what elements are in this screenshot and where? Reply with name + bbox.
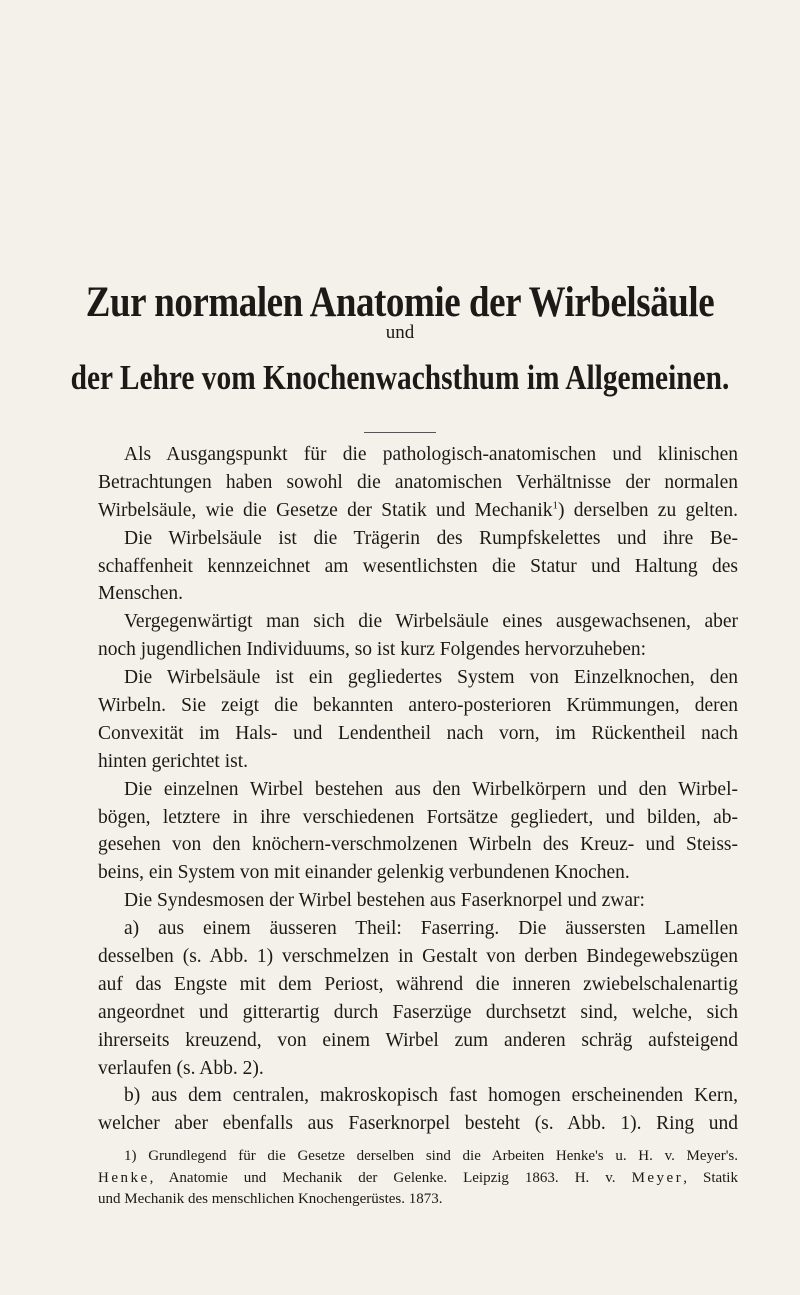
text-line: Die einzelnen Wirbel bestehen aus den Wirbelkörpern und den Wirbel-: [124, 778, 738, 800]
text-line: ihrerseits kreuzend, von einem Wirbel zum anderen schräg aufsteigend: [98, 1029, 738, 1051]
text-line: noch jugendlichen Individuums, so ist kurz Folgendes hervorzuheben:: [98, 639, 647, 661]
text-line: Als Ausgangspunkt für die pathologisch-anatomischen und klinischen: [124, 444, 738, 465]
text-line: schaffenheit kennzeichnet am wesentlichsten die Statur und Haltung des: [98, 555, 738, 577]
text-line: desselben (s. Abb. 1) verschmelzen in Gestalt von derben Bindegewebszügen: [98, 946, 738, 968]
text-line: auf das Engste mit dem Periost, während die inneren zwiebelschalenartig: [98, 973, 738, 995]
chapter-subtitle: der Lehre vom Knochenwachsthum im Allgemeinen.: [70, 358, 730, 397]
body-text: [98, 441, 738, 1138]
author-name: Henke: [98, 1169, 150, 1186]
text-line: [98, 497, 738, 525]
text-line: beins, ein System von mit einander gelenkig verbundenen Knochen.: [98, 862, 630, 884]
text-fragment: ) derselben zu gelten.: [558, 499, 738, 521]
title-divider: [364, 432, 436, 433]
text-line: b) aus dem centralen, makroskopisch fast homogen erscheinenden Kern,: [124, 1085, 738, 1107]
chapter-title-conjunction: und: [385, 322, 415, 343]
text-line: Vergegenwärtigt man sich die Wirbelsäule eines ausgewachsenen, aber: [124, 611, 738, 633]
text-line: bögen, letztere in ihre verschiedenen Fortsätze gegliedert, und bilden, ab-: [98, 806, 738, 828]
chapter-title: Zur normalen Anatomie der Wirbelsäule: [85, 279, 715, 326]
text-line: angeordnet und gitterartig durch Faserzüge durchsetzt sind, welche, sich: [98, 1001, 738, 1023]
text-line: Die Wirbelsäule ist die Trägerin des Rumpfskelettes und ihre Be-: [124, 527, 738, 549]
text-fragment: , Anatomie und Mechanik der Gelenke. Leipzig 1863. H. v.: [149, 1169, 632, 1186]
text-line: Convexität im Hals- und Lendentheil nach vorn, im Rückentheil nach: [98, 722, 738, 744]
text-line: a) aus einem äusseren Theil: Faserring. Die äussersten Lamellen: [124, 918, 738, 940]
text-line: Menschen.: [98, 583, 184, 605]
text-line: Wirbeln. Sie zeigt die bekannten antero-posterioren Krümmungen, deren: [98, 695, 738, 717]
author-name: Meyer: [631, 1169, 684, 1186]
footnote-line: und Mechanik des menschlichen Knochengerüstes. 1873.: [98, 1191, 443, 1207]
footnotes: [98, 1146, 738, 1211]
text-line: Die Syndesmosen der Wirbel bestehen aus Faserknorpel und zwar:: [124, 890, 645, 912]
text-line: Die Wirbelsäule ist ein gegliedertes System von Einzelknochen, den: [124, 667, 738, 689]
footnote-marker: 1: [552, 499, 559, 512]
text-line: hinten gerichtet ist.: [98, 750, 249, 772]
text-fragment: Wirbelsäule, wie die Gesetze der Statik und Mechanik: [98, 499, 553, 521]
footnote-line: 1) Grundlegend für die Gesetze derselben sind die Arbeiten Henke's u. H. v. Meyer's.: [124, 1148, 738, 1164]
text-line: Betrachtungen haben sowohl die anatomischen Verhältnisse der normalen: [98, 471, 738, 493]
text-line: welcher aber ebenfalls aus Faserknorpel besteht (s. Abb. 1). Ring und: [98, 1113, 738, 1135]
footnote-line: [98, 1168, 738, 1190]
text-line: verlaufen (s. Abb. 2).: [98, 1057, 264, 1079]
text-line: gesehen von den knöchern-verschmolzenen Wirbeln des Kreuz- und Steiss-: [98, 834, 738, 856]
text-fragment: , Statik: [683, 1169, 738, 1186]
